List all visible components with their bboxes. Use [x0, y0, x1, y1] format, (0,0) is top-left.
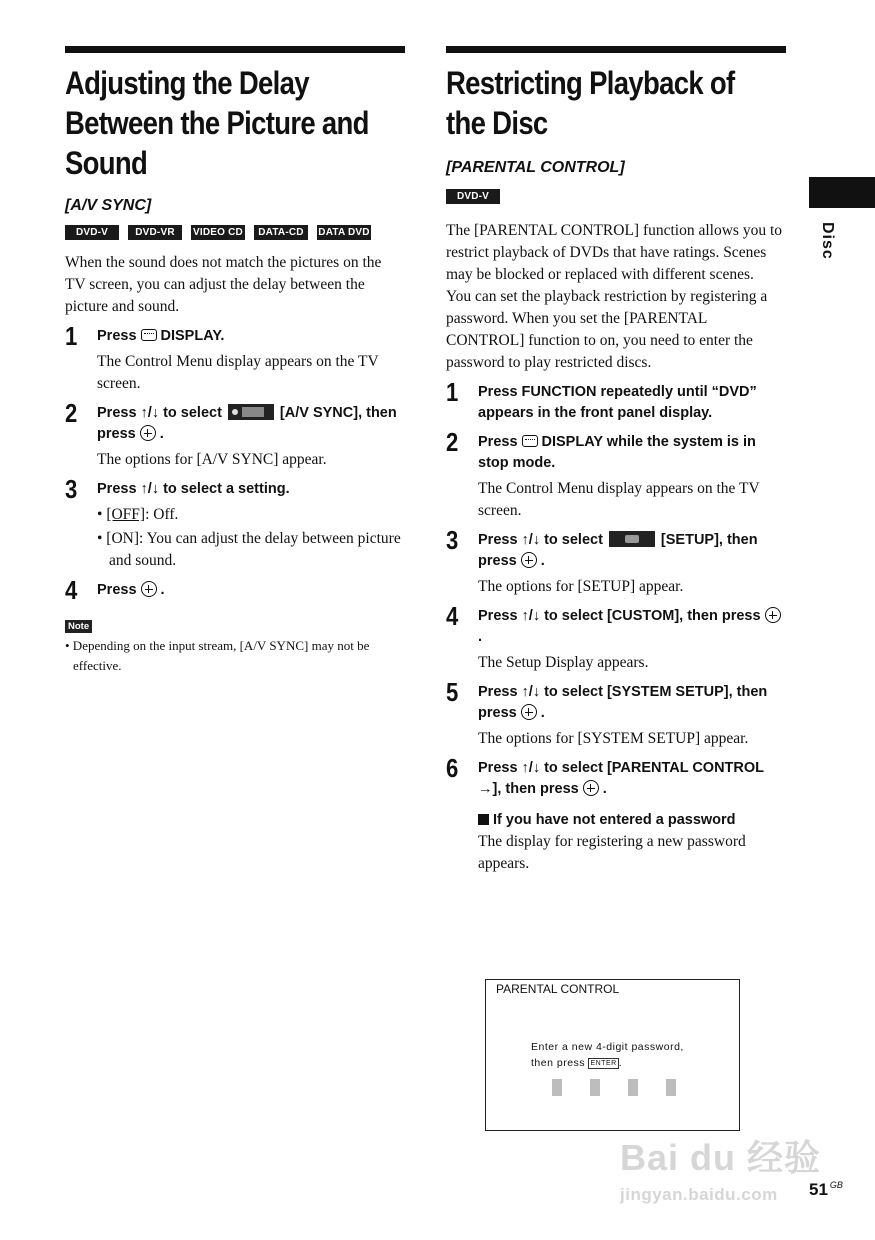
- step-text: .: [159, 426, 164, 442]
- screen-line-1: Enter a new 4-digit password,: [531, 1041, 684, 1053]
- password-digit-slot: [666, 1079, 676, 1096]
- step-text: Press ↑/↓ to select [SYSTEM SETUP], then press: [478, 684, 768, 721]
- enter-button-icon: [141, 581, 157, 597]
- step-text: Press ↑/↓ to select a setting.: [97, 481, 290, 497]
- password-digit-slot: [628, 1079, 638, 1096]
- watermark-logo-text: Bai du 经验: [620, 1137, 822, 1178]
- step-text: .: [478, 629, 483, 645]
- option-on: • [ON]: You can adjust the delay between picture and sound.: [97, 530, 401, 569]
- setup-menu-icon: [609, 531, 655, 547]
- step-text: .: [602, 781, 607, 797]
- sub-text: The display for registering a new password appears.: [478, 833, 746, 872]
- step-number: 4: [446, 601, 459, 631]
- left-title: Adjusting the Delay Between the Picture and Sound: [65, 65, 369, 181]
- step-number: 3: [446, 525, 459, 555]
- step-text: [SETUP], then press: [478, 532, 758, 569]
- password-digit-slot: [552, 1079, 562, 1096]
- side-tab-marker: [809, 177, 875, 208]
- step-text: Press: [97, 582, 137, 598]
- sub-heading-text: If you have not entered a password: [493, 812, 736, 828]
- av-sync-menu-icon: [228, 404, 274, 420]
- option-off: [97, 504, 405, 526]
- left-subtitle: [A/V SYNC]: [65, 197, 152, 214]
- step-result: The options for [SETUP] appear.: [478, 578, 684, 595]
- side-tab-label: Disc: [819, 222, 836, 260]
- note-text: • Depending on the input stream, [A/V SYNC] may not be effective.: [65, 638, 370, 673]
- left-badges: [65, 225, 405, 240]
- badge-dvd-v: DVD-V: [446, 189, 500, 204]
- page-number: [809, 1180, 843, 1200]
- note-label: Note: [65, 620, 92, 633]
- screen-line-2-end: .: [618, 1057, 623, 1069]
- step-text: .: [160, 582, 165, 598]
- left-title-rule: [65, 46, 405, 53]
- enter-button-icon: [521, 552, 537, 568]
- option-text: : Off.: [145, 506, 179, 523]
- step-text: DISPLAY.: [160, 328, 225, 344]
- left-column: [65, 46, 405, 676]
- step-number: 5: [446, 677, 459, 707]
- watermark-url: jingyan.baidu.com: [620, 1185, 778, 1204]
- page-suffix: GB: [829, 1180, 843, 1191]
- step-text: Press ↑/↓ to select: [97, 405, 222, 421]
- right-column: [446, 46, 786, 875]
- step-result: The Control Menu display appears on the TV screen.: [97, 353, 379, 392]
- left-intro: When the sound does not match the pictures on the TV screen, you can adjust the delay between the picture and sound.: [65, 254, 382, 315]
- right-intro-1: The [PARENTAL CONTROL] function allows you to restrict playback of DVDs that have ratings. Scenes may be blocked or replaced with different scenes.: [446, 222, 782, 283]
- step-text: Press ↑/↓ to select [CUSTOM], then press: [478, 608, 761, 624]
- enter-button-icon: [765, 607, 781, 623]
- step-text: Press: [97, 328, 137, 344]
- step-text: DISPLAY while the system is in stop mode.: [478, 434, 756, 471]
- right-badges: [446, 189, 786, 204]
- right-step-6: [446, 753, 786, 875]
- watermark: [620, 1130, 821, 1205]
- step-text: Press ↑/↓ to select [PARENTAL CONTROL →], then press: [478, 760, 764, 797]
- option-key: [OFF]: [106, 506, 146, 523]
- right-step-2: [446, 427, 786, 522]
- screen-line-2-text: then press: [531, 1057, 586, 1069]
- step-number: 6: [446, 753, 459, 783]
- step-number: 4: [65, 575, 78, 605]
- screen-line-2: [531, 1055, 684, 1071]
- enter-button-icon: [521, 704, 537, 720]
- password-digit-slot: [590, 1079, 600, 1096]
- step-text: [A/V SYNC], then press: [97, 405, 397, 442]
- left-step-4: [65, 575, 405, 605]
- left-step-1: [65, 321, 405, 395]
- step-text: Press FUNCTION repeatedly until “DVD” appears in the front panel display.: [478, 384, 757, 421]
- screen-message: [531, 1039, 684, 1071]
- step-result: The options for [SYSTEM SETUP] appear.: [478, 730, 749, 747]
- enter-button-icon: [140, 425, 156, 441]
- step-text: Press ↑/↓ to select: [478, 532, 603, 548]
- sub-heading: [478, 810, 786, 831]
- step-result: The Control Menu display appears on the TV screen.: [478, 480, 760, 519]
- step-text: .: [540, 705, 545, 721]
- parental-control-screen: [485, 979, 740, 1131]
- display-button-icon: [141, 329, 157, 341]
- display-button-icon: [522, 435, 538, 447]
- step-number: 3: [65, 474, 78, 504]
- badge-data-dvd: DATA DVD: [318, 227, 370, 238]
- right-step-5: [446, 677, 786, 750]
- right-title-rule: [446, 46, 786, 53]
- right-step-1: [446, 377, 786, 424]
- right-intro-2: You can set the playback restriction by registering a password. When you set the [PARENTAL CONTROL] function to on, you need to enter the password to play restricted discs.: [446, 288, 768, 371]
- badge-dvd-vr: DVD-VR: [128, 225, 182, 240]
- badge-video-cd: VIDEO CD: [191, 225, 245, 240]
- step-result: The options for [A/V SYNC] appear.: [97, 451, 327, 468]
- step-text: .: [540, 553, 545, 569]
- screen-title: PARENTAL CONTROL: [496, 982, 620, 996]
- right-step-3: [446, 525, 786, 598]
- square-bullet-icon: [478, 814, 489, 825]
- badge-dvd-v: DVD-V: [65, 225, 119, 240]
- step-result: The Setup Display appears.: [478, 654, 649, 671]
- left-step-3: [65, 474, 405, 572]
- step-number: 2: [446, 427, 459, 457]
- left-step-2: [65, 398, 405, 471]
- bullet-mark: •: [97, 506, 107, 523]
- step-number: 1: [65, 321, 78, 351]
- step-number: 2: [65, 398, 78, 428]
- right-subtitle: [PARENTAL CONTROL]: [446, 159, 625, 176]
- enter-key-label: ENTER: [590, 1060, 617, 1067]
- badge-data-cd: DATA-CD: [254, 225, 308, 240]
- right-step-4: [446, 601, 786, 674]
- enter-button-icon: [583, 780, 599, 796]
- page-number-value: 51: [809, 1180, 828, 1199]
- step-number: 1: [446, 377, 459, 407]
- right-title: Restricting Playback of the Disc: [446, 65, 735, 141]
- step-text: Press: [478, 434, 518, 450]
